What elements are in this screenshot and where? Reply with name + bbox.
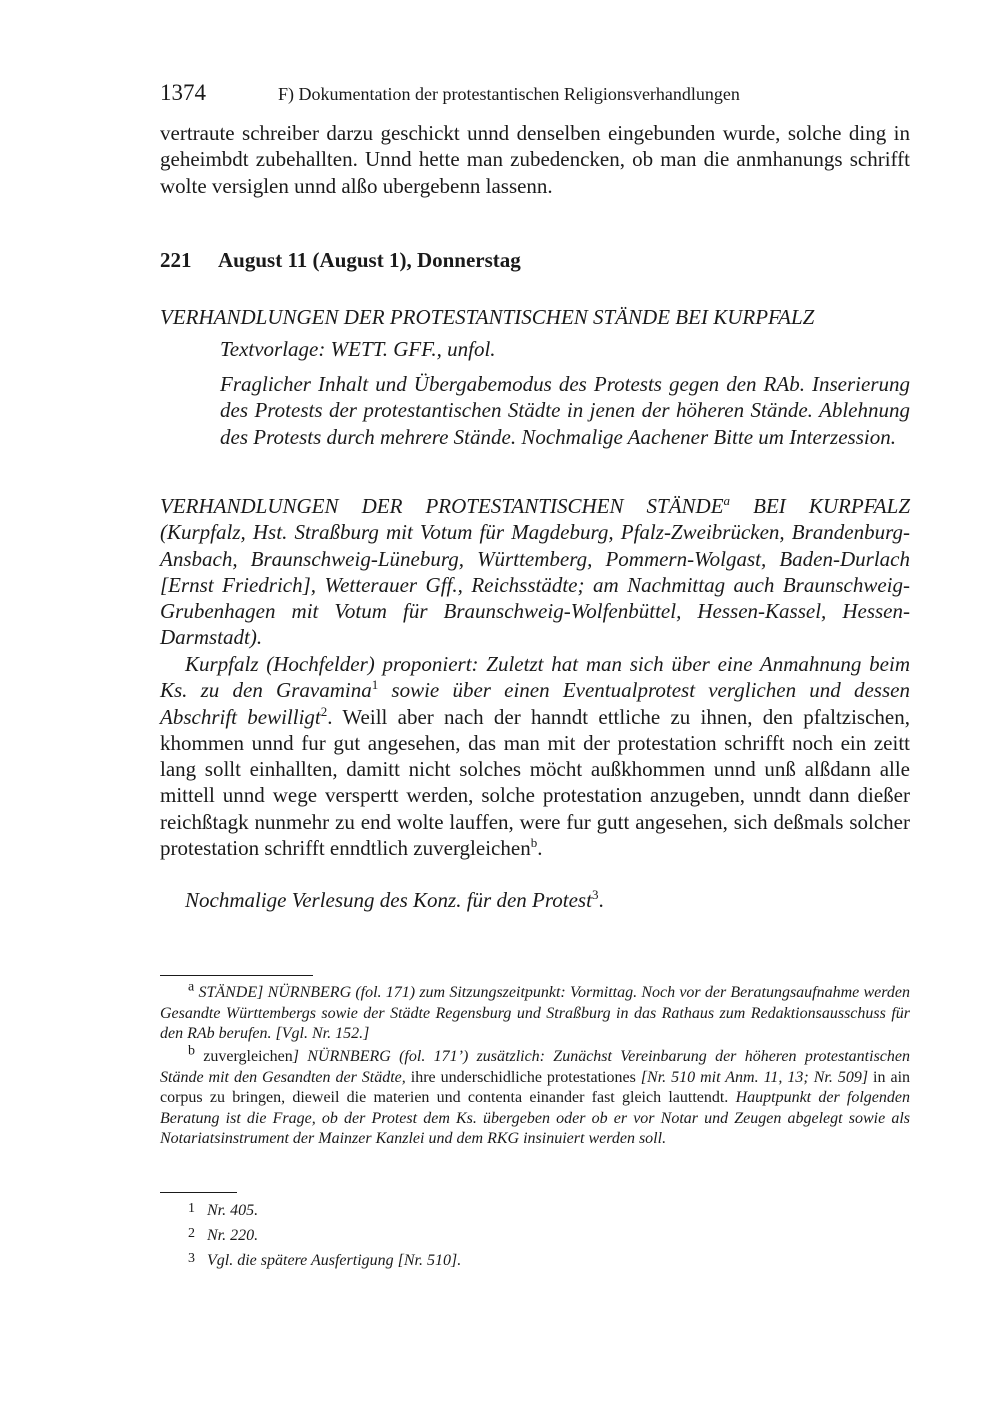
document-summary: Fraglicher Inhalt und Übergabemodus des Protests gegen den RAb. Inserierung des Protests der protestantischen Städte in jenen der höheren Stände. Ablehnung des Protests durch mehrere Stände. Nochmalige Aachener Bitte um Interzession.	[220, 372, 910, 449]
textnote-b	[160, 1043, 911, 1150]
running-title: F) Dokumentation der protestantischen Religionsverhandlungen	[278, 84, 740, 104]
paragraph-proposition	[160, 651, 910, 861]
document-number: 221	[160, 248, 192, 272]
participants-head: VERHANDLUNGEN DER PROTESTANTISCHEN STÄNDE	[160, 494, 724, 518]
textnote-a	[160, 979, 911, 1045]
footnote-ref-1[interactable]: 1	[371, 677, 379, 693]
participants-block	[160, 493, 910, 651]
page-number: 1374	[160, 80, 206, 105]
textnote-b-italic-1: ] NÜRNBERG (fol. 171’) zusätzlich: Zunächst Vereinbarung der höheren protestantischen Stände mit den Gesandten der Städte,	[160, 1048, 911, 1086]
textnote-b-italic-3: Hauptpunkt der folgenden Beratung ist die Frage, ob der Protest dem Ks. übergeben oder ob er vor Notar und Zeugen abgelegt sowie als Notariatsinstrument der Mainzer Kanzlei und dem RKG insinuiert werden soll.	[160, 1089, 911, 1148]
footnote-text: Nr. 220.	[207, 1227, 259, 1244]
reading-italic: Nochmalige Verlesung des Konz. für den Protest	[185, 888, 592, 912]
textnote-a-text: STÄNDE] NÜRNBERG (fol. 171) zum Sitzungszeitpunkt: Vormittag. Noch vor der Beratungsaufnahme werden Gesandte Württembergs sowie der Städte Regensburg und Straßburg in das Rathaus zum Redaktionsausschuss für den RAb berufen. [Vgl. Nr. 152.]	[160, 984, 911, 1043]
textnotes-divider	[160, 975, 313, 976]
document-date: August 11 (August 1), Donnerstag	[218, 248, 521, 272]
footnotes-divider	[160, 1192, 237, 1193]
footnote-number: 2	[188, 1226, 195, 1241]
document-heading	[160, 248, 910, 273]
paragraph-reading	[160, 887, 910, 913]
footnote-text: Nr. 405.	[207, 1202, 259, 1219]
footnote-ref-2[interactable]: 2	[320, 703, 328, 719]
textnote-a-marker: a	[188, 979, 195, 995]
textnote-b-lemma: zuvergleichen	[203, 1048, 293, 1065]
continued-text: vertraute schreiber darzu geschickt unnd denselben eingebunden wurde, solche ding in geheimbdt zubehallten. Unnd hette man zubedencken, ob man die anmhanungs schrifft wolte versiglen unnd alßo ubergebenn lassenn.	[160, 121, 910, 198]
footnote-number: 3	[188, 1251, 195, 1266]
footnote-text: Vgl. die spätere Ausfertigung [Nr. 510].	[207, 1252, 462, 1269]
document-title: VERHANDLUNGEN DER PROTESTANTISCHEN STÄNDE BEI KURPFALZ	[160, 305, 815, 329]
footnote-number: 1	[188, 1201, 195, 1216]
proposition-quote: . Weill aber nach der hanndt ettliche zu ihnen, den pfaltzischen, khommen unnd fur gut angesehen, das man mit der protestation schrifft noch ein zeitt lang sollt einhallten, damitt nicht solches möcht außkhommen unnd unß alßdann alle mittell unnd wege verspertt werden, solche protestation anzugeben, unndt dann dießer reichßtagk nunmehr zu end wolte lauffen, were fur gutt angesehen, sich deßmals solcher protestation schrifft enndtlich zuvergleichen	[160, 704, 910, 861]
punctuation: .	[537, 836, 543, 861]
proposition-italic-b: sowie über einen Eventualprotest verglichen und dessen Abschrift bewilligt	[160, 678, 910, 729]
textnote-b-roman-2: in ain corpus zu bringen, dieweil die materien und contenta einander fast gleich lauttendt.	[160, 1068, 911, 1107]
footnote-2	[160, 1222, 910, 1247]
running-head	[160, 80, 910, 107]
footnotes-list	[160, 1197, 910, 1272]
footnote-ref-3[interactable]: 3	[591, 887, 599, 902]
participants-head-tail: BEI KURPFALZ	[730, 494, 910, 518]
textnote-marker-a[interactable]: a	[723, 493, 731, 508]
textnote-b-italic-2: [Nr. 510 mit Anm. 11, 13; Nr. 509]	[640, 1068, 869, 1086]
proposition-italic-a: Kurpfalz (Hochfelder) proponiert: Zuletzt hat man sich über eine Anmahnung beim Ks. zu den Gravamina	[160, 652, 910, 703]
punctuation: .	[598, 888, 604, 912]
textnote-b-roman-1: ihre underschidliche protestationes	[405, 1068, 641, 1086]
footnote-1	[160, 1197, 910, 1222]
participants-list: (Kurpfalz, Hst. Straßburg mit Votum für Magdeburg, Pfalz-Zweibrücken, Brandenburg-Ansbach, Braunschweig-Lüneburg, Württemberg, Pommern-Wolgast, Baden-Durlach [Ernst Friedrich], Wetterauer Gff., Reichsstädte; am Nachmittag auch Braunschweig-Grubenhagen mit Votum für Braunschweig-Wolfenbüttel, Hessen-Kassel, Hessen-Darmstadt).	[160, 520, 910, 650]
textnote-marker-b[interactable]: b	[530, 835, 538, 851]
textnote-b-marker: b	[188, 1043, 195, 1059]
text-source: Textvorlage: WETT. GFF., unfol.	[220, 337, 496, 361]
footnote-3	[160, 1247, 910, 1272]
